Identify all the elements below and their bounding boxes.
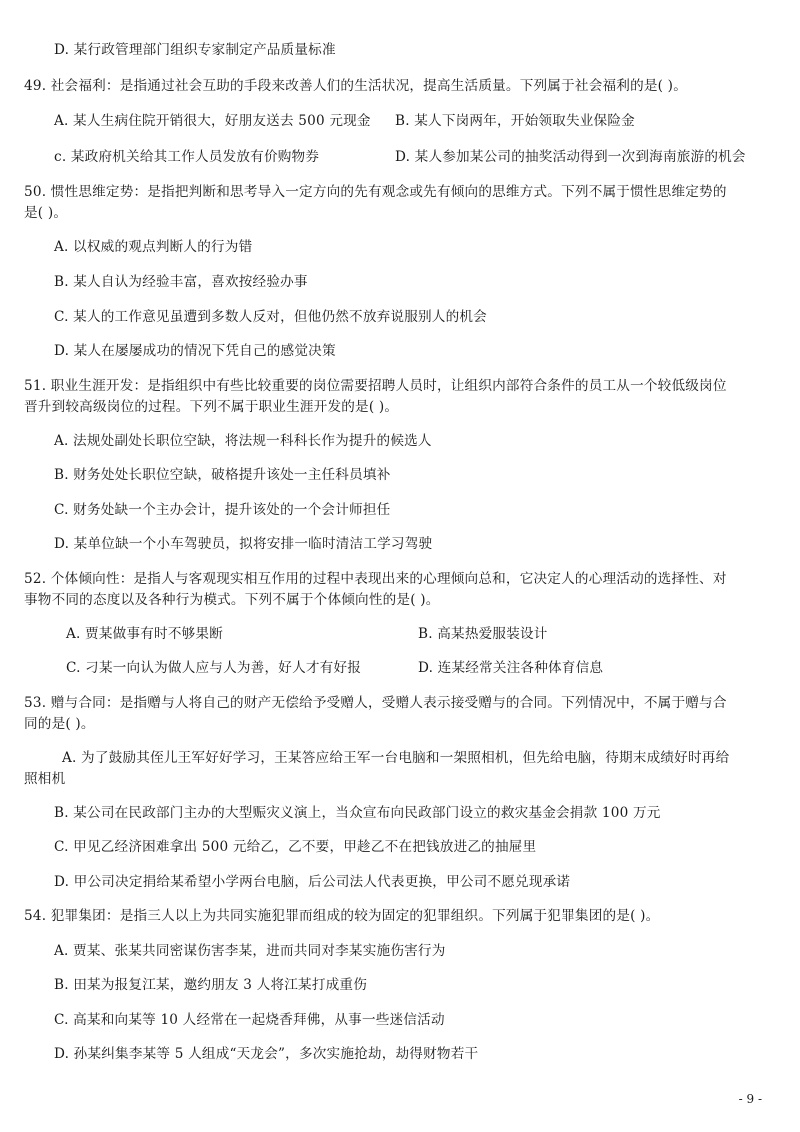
option-a: A. 以权威的观点判断人的行为错 <box>54 239 253 255</box>
option-a: A. 贾某、张某共同密谋伤害李某，进而共同对李某实施伤害行为 <box>54 943 446 959</box>
option-d: D. 连某经常关注各种体育信息 <box>418 660 604 676</box>
question-51-stem: 51. 职业生涯开发：是指组织中有些比较重要的岗位需要招聘人员时，让组织内部符合条件的员工从一个较低级岗位 <box>24 378 727 394</box>
question-49-stem: 49. 社会福利：是指通过社会互助的手段来改善人们的生活状况，提高生活质量。下列属于社会福利的是( )。 <box>24 78 687 94</box>
question-50-stem: 50. 惯性思维定势：是指把判断和思考导入一定方向的先有观念或先有倾向的思维方式。下列不属于惯性思维定势的 <box>24 184 727 200</box>
question-52-stem-cont: 事物不同的态度以及各种行为模式。下列不属于个体倾向性的是( )。 <box>24 592 440 608</box>
question-52-stem: 52. 个体倾向性：是指人与客观现实相互作用的过程中表现出来的心理倾向总和，它决定人的心理活动的选择性、对 <box>24 571 727 587</box>
option-d: D. 甲公司决定捐给某希望小学两台电脑，后公司法人代表更换，甲公司不愿兑现承诺 <box>54 874 571 890</box>
question-53-stem-cont: 同的是( )。 <box>24 716 95 732</box>
option-b: B. 某人自认为经验丰富，喜欢按经验办事 <box>54 274 308 290</box>
option-a-cont: 照相机 <box>24 771 66 787</box>
question-50-stem-cont: 是( )。 <box>24 205 68 221</box>
option-d: D. 某人在屡屡成功的情况下凭自己的感觉决策 <box>54 343 336 359</box>
option-a: A. 某人生病住院开销很大，好朋友送去 500 元现金 <box>54 113 371 129</box>
page-number: - 9 - <box>738 1092 762 1106</box>
option-a: A. 法规处副处长职位空缺，将法规一科科长作为提升的候选人 <box>54 433 432 449</box>
option-d: D. 孙某纠集李某等 5 人组成“天龙会”，多次实施抢劫，劫得财物若干 <box>54 1046 479 1062</box>
option-b: B. 某公司在民政部门主办的大型赈灾义演上，当众宣布向民政部门设立的救灾基金会捐款 100 万元 <box>54 805 661 821</box>
option-a: A. 贾某做事有时不够果断 <box>66 626 223 642</box>
question-54-stem: 54. 犯罪集团：是指三人以上为共同实施犯罪而组成的较为固定的犯罪组织。下列属于犯罪集团的是( )。 <box>24 908 660 924</box>
option-c: C. 某人的工作意见虽遭到多数人反对，但他仍然不放弃说服别人的机会 <box>54 309 487 325</box>
option-d: D. 某单位缺一个小车驾驶员，拟将安排一临时清洁工学习驾驶 <box>54 536 433 552</box>
option-c: C. 刁某一向认为做人应与人为善，好人才有好报 <box>66 660 362 676</box>
option-d: D. 某行政管理部门组织专家制定产品质量标准 <box>54 42 336 58</box>
option-b: B. 财务处处长职位空缺，破格提升该处一主任科员填补 <box>54 467 391 483</box>
option-c: C. 甲见乙经济困难拿出 500 元给乙，乙不要，甲趁乙不在把钱放进乙的抽屉里 <box>54 839 537 855</box>
option-c: C. 高某和向某等 10 人经常在一起烧香拜佛，从事一些迷信活动 <box>54 1012 445 1028</box>
option-c: c. 某政府机关给其工作人员发放有价购物券 <box>54 149 320 165</box>
option-a: A. 为了鼓励其侄儿王军好好学习，王某答应给王军一台电脑和一架照相机，但先给电脑，待期末成绩好时再给 <box>62 750 730 766</box>
option-b: B. 田某为报复江某，邀约朋友 3 人将江某打成重伤 <box>54 977 367 993</box>
option-c: C. 财务处缺一个主办会计，提升该处的一个会计师担任 <box>54 502 391 518</box>
question-51-stem-cont: 晋升到较高级岗位的过程。下列不属于职业生涯开发的是( )。 <box>24 399 399 415</box>
question-53-stem: 53. 赠与合同：是指赠与人将自己的财产无偿给予受赠人，受赠人表示接受赠与的合同。下列情况中，不属于赠与合 <box>24 695 727 711</box>
option-b: B. 某人下岗两年，开始领取失业保险金 <box>395 113 635 129</box>
option-d: D. 某人参加某公司的抽奖活动得到一次到海南旅游的机会 <box>395 149 746 165</box>
option-b: B. 高某热爱服装设计 <box>418 626 548 642</box>
